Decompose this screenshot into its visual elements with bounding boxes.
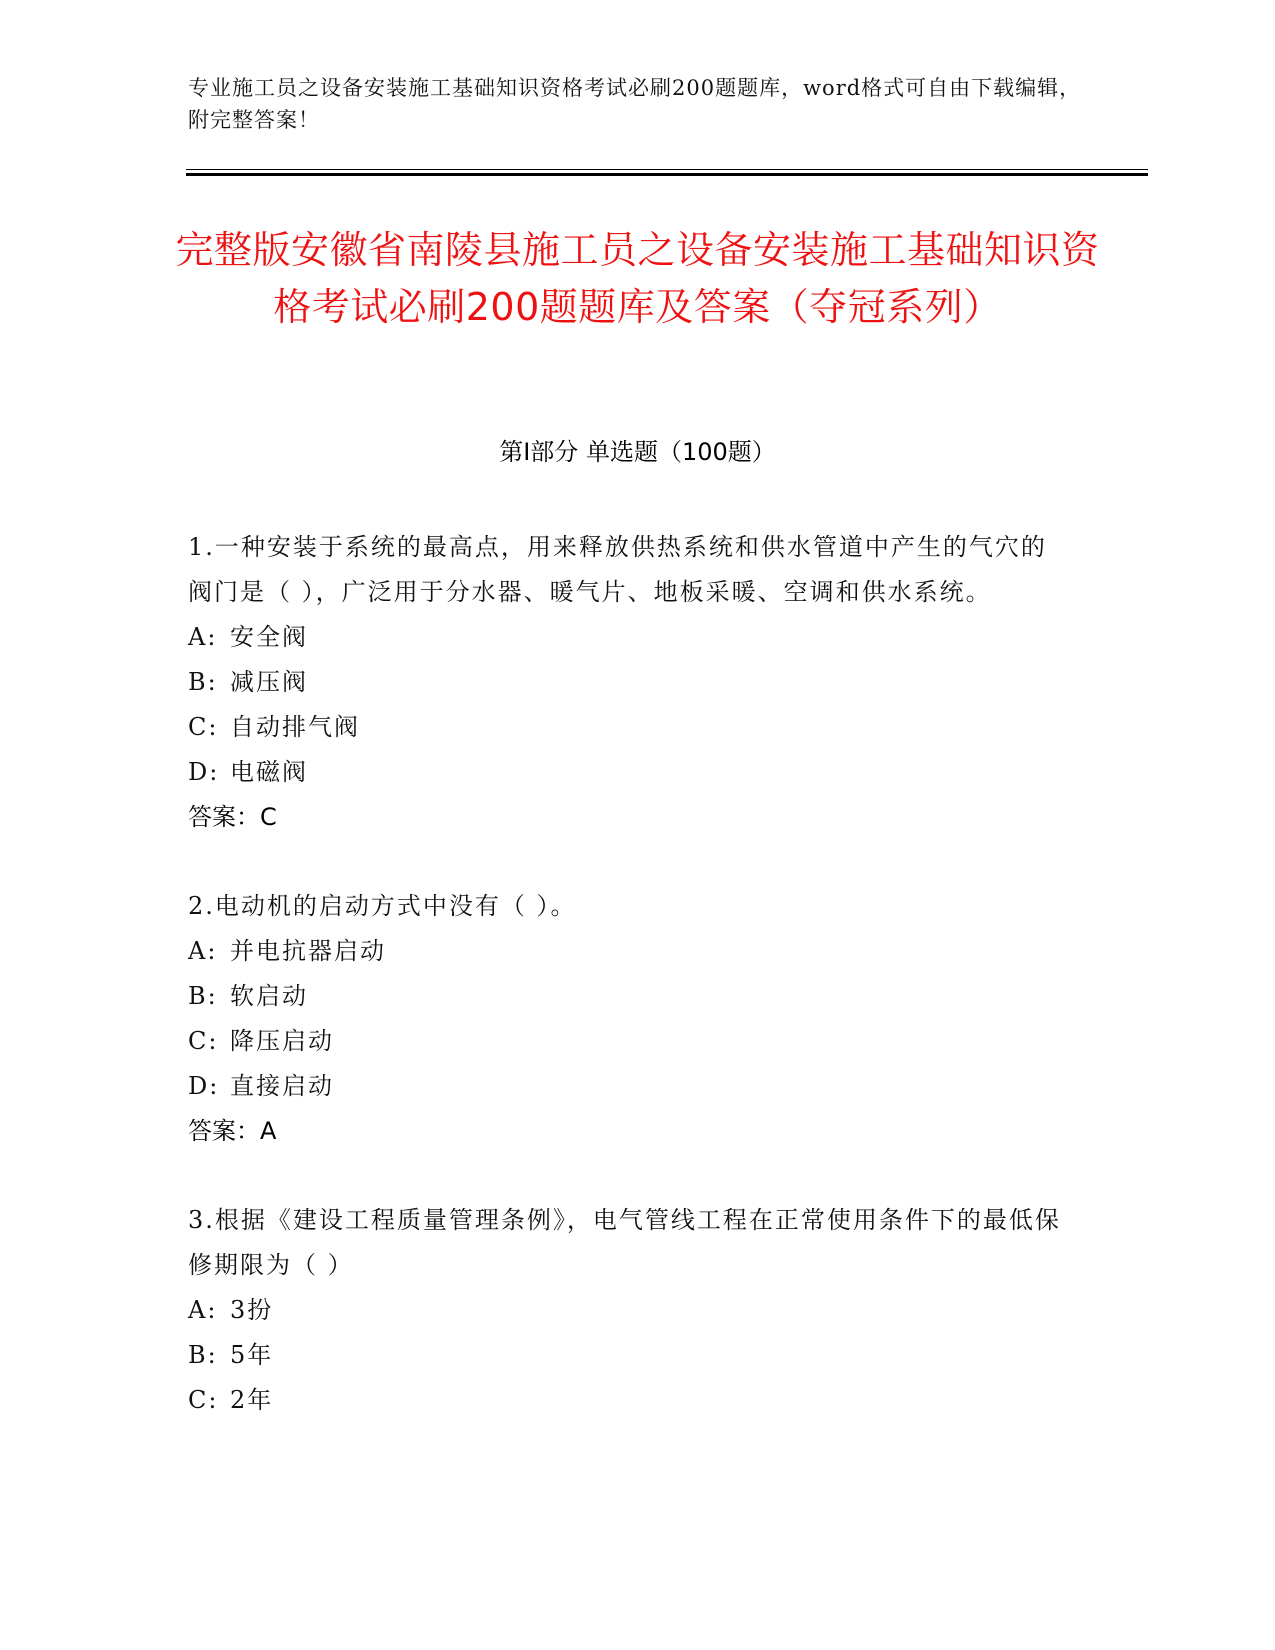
option-letter: B: bbox=[188, 668, 218, 696]
option-b bbox=[188, 660, 1068, 705]
option-text: 电磁阀 bbox=[230, 758, 308, 786]
option-letter: C: bbox=[188, 1027, 219, 1055]
option-c bbox=[188, 1019, 1068, 1064]
option-text: 减压阀 bbox=[230, 668, 308, 696]
option-letter: D: bbox=[188, 758, 220, 786]
header-rule-thin bbox=[186, 169, 1148, 170]
option-a bbox=[188, 1288, 1068, 1333]
option-text: 并电抗器启动 bbox=[230, 937, 386, 965]
answer-line: 答案：A bbox=[188, 1117, 277, 1145]
option-d bbox=[188, 1064, 1068, 1109]
header-note: 专业施工员之设备安装施工基础知识资格考试必刷200题题库，word格式可自由下载编辑，附完整答案！ bbox=[188, 76, 1082, 132]
option-text: 5年 bbox=[230, 1341, 274, 1369]
question-stem: 3.根据《建设工程质量管理条例》，电气管线工程在正常使用条件下的最低保修期限为（ ） bbox=[188, 1206, 1061, 1279]
option-d bbox=[188, 750, 1068, 795]
question-1 bbox=[188, 525, 1068, 840]
option-text: 软启动 bbox=[230, 982, 308, 1010]
section-heading: 第Ⅰ部分 单选题（100题） bbox=[499, 438, 776, 466]
question-3 bbox=[188, 1198, 1068, 1423]
option-letter: A: bbox=[188, 623, 218, 651]
option-text: 直接启动 bbox=[230, 1072, 334, 1100]
option-letter: C: bbox=[188, 713, 219, 741]
option-c bbox=[188, 1378, 1068, 1423]
option-text: 3扮 bbox=[230, 1296, 274, 1324]
option-b bbox=[188, 1333, 1068, 1378]
question-list bbox=[188, 525, 1068, 1467]
answer-line: 答案：C bbox=[188, 803, 277, 831]
option-letter: A: bbox=[188, 937, 218, 965]
option-text: 降压启动 bbox=[230, 1027, 334, 1055]
option-letter: B: bbox=[188, 1341, 218, 1369]
option-text: 自动排气阀 bbox=[230, 713, 360, 741]
option-text: 安全阀 bbox=[230, 623, 308, 651]
option-letter: A: bbox=[188, 1296, 218, 1324]
option-text: 2年 bbox=[230, 1386, 274, 1414]
header-rule-thick bbox=[186, 173, 1148, 176]
option-a bbox=[188, 615, 1068, 660]
question-2 bbox=[188, 884, 1068, 1154]
option-b bbox=[188, 974, 1068, 1019]
option-a bbox=[188, 929, 1068, 974]
document-title: 完整版安徽省南陵县施工员之设备安装施工基础知识资格考试必刷200题题库及答案（夺冠系列） bbox=[175, 228, 1100, 329]
question-stem: 1.一种安装于系统的最高点，用来释放供热系统和供水管道中产生的气穴的阀门是（ ），广泛用于分水器、暖气片、地板采暖、空调和供水系统。 bbox=[188, 533, 1047, 606]
option-letter: B: bbox=[188, 982, 218, 1010]
option-letter: D: bbox=[188, 1072, 220, 1100]
question-stem: 2.电动机的启动方式中没有（ ）。 bbox=[188, 892, 577, 920]
option-c bbox=[188, 705, 1068, 750]
option-letter: C: bbox=[188, 1386, 219, 1414]
